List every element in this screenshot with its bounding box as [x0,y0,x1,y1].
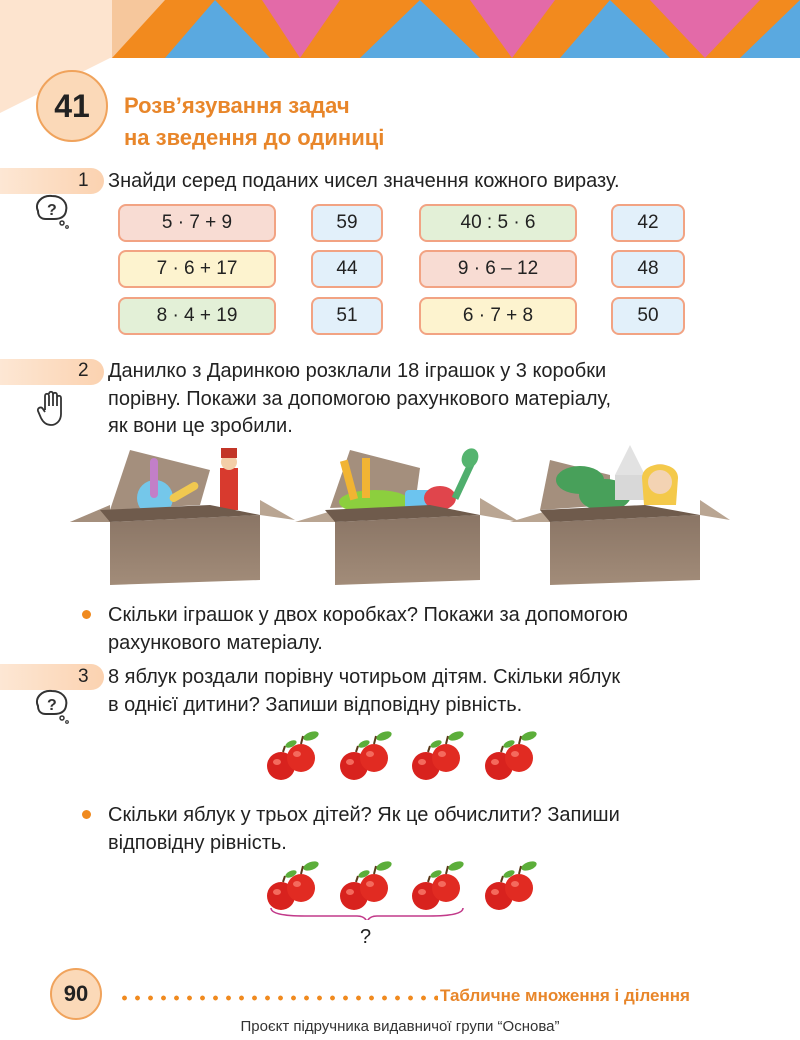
lesson-number: 41 [36,70,108,142]
answer-box: 59 [311,204,383,242]
apple-icon [267,730,320,780]
task2-bullet-line1: Скільки іграшок у двох коробках? Покажи за допомогою [108,604,628,626]
apple-icon [485,730,538,780]
svg-text:?: ? [47,697,57,714]
box-icon [295,446,520,585]
task1-number: 1 [78,170,89,191]
svg-text:?: ? [47,202,57,219]
expression-box: 8 · 4 + 19 [118,297,276,335]
task2-line1: Данилко з Даринкою розклали 18 іграшок у 3 коробки [108,360,607,382]
curly-brace [271,908,463,920]
apples-row-1 [265,728,555,786]
thinking-head-icon [32,193,72,229]
apple-icon [267,860,320,910]
expression-box: 9 · 6 – 12 [419,250,577,288]
apple-icon [340,730,393,780]
lesson-title [124,90,384,154]
answer-box: 51 [311,297,383,335]
task3-bullet-line2: відповідну рівність. [108,832,287,854]
dotted-leader [118,995,438,1001]
task2-number: 2 [78,360,89,381]
expression-box: 5 · 7 + 9 [118,204,276,242]
hand-icon [36,388,68,428]
task3-line1: 8 яблук роздали порівну чотирьом дітям. Скільки яблук [108,666,621,688]
section-title: Табличне множення і ділення [440,986,690,1005]
apples-row-2 [265,860,555,920]
answer-box: 50 [611,297,685,335]
task2-line2: порівну. Покажи за допомогою рахункового матеріалу, [108,388,612,410]
toy-boxes-illustration [70,440,730,590]
expression-box: 7 · 6 + 17 [118,250,276,288]
task2-bullet-line2: рахункового матеріалу. [108,632,323,654]
page-number: 90 [50,968,102,1020]
answer-box: 44 [311,250,383,288]
apple-icon [412,860,465,910]
bullet [82,810,91,819]
box-icon [70,448,295,585]
task1-text: Знайди серед поданих чисел значення кожного виразу. [108,170,620,192]
thinking-head-icon [32,688,72,724]
lesson-title-line1: Розв’язування задач [124,93,350,118]
apple-icon [340,860,393,910]
apple-icon [412,730,465,780]
box-icon [510,445,730,585]
apple-icon [485,860,538,910]
task3-number: 3 [78,666,89,687]
answer-box: 48 [611,250,685,288]
publisher-note: Проєкт підручника видавничої групи “Основа” [240,1018,560,1035]
task3-bullet-line1: Скільки яблук у трьох дітей? Як це обчислити? Запиши [108,804,620,826]
task3-line2: в однієї дитини? Запиши відповідну рівність. [108,694,523,716]
question-mark: ? [360,926,372,948]
header-banner [0,0,800,58]
bullet [82,610,91,619]
expression-box: 6 · 7 + 8 [419,297,577,335]
expression-box: 40 : 5 · 6 [419,204,577,242]
lesson-title-line2: на зведення до одиниці [124,125,385,150]
task2-line3: як вони це зробили. [108,415,293,437]
answer-box: 42 [611,204,685,242]
